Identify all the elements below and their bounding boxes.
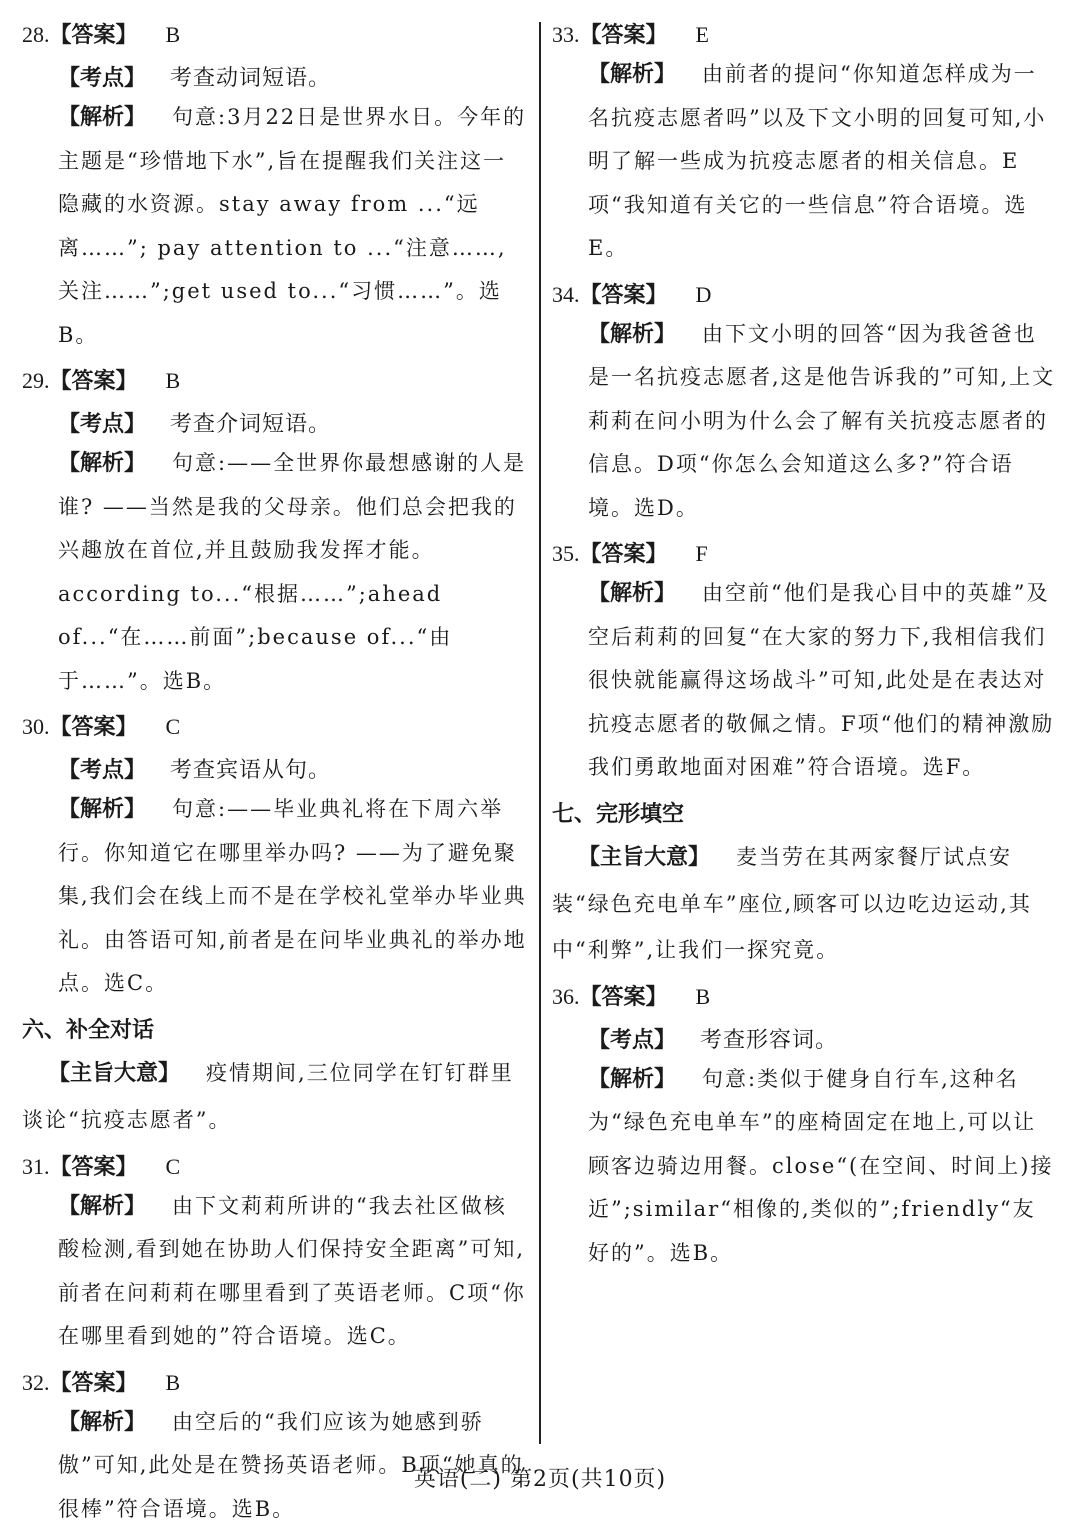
q29-explanation: [22, 442, 528, 703]
q33-number: 33.: [552, 22, 580, 47]
q34-number: 34.: [552, 282, 580, 307]
section-7-title: 七、完形填空: [552, 800, 1057, 830]
q32-explain-text: 由空后的“我们应该为她感到骄傲”可知,此处是在赞扬英语老师。B项“她真的很棒”符合语境。选B。: [58, 1410, 524, 1521]
q36-answer-tag: 【答案】: [580, 985, 668, 1010]
q32-answer: B: [166, 1370, 181, 1395]
q28-number: 28.: [22, 22, 50, 47]
q33-answer-tag: 【答案】: [580, 23, 668, 48]
section-6-title: 六、补全对话: [22, 1016, 528, 1046]
q30-answer-tag: 【答案】: [50, 715, 138, 740]
q30-point-tag: 【考点】: [58, 758, 146, 783]
q31-answer: C: [166, 1154, 181, 1179]
q32-answer-tag: 【答案】: [50, 1371, 138, 1396]
q28-answer-tag: 【答案】: [50, 23, 138, 48]
q29-point-tag: 【考点】: [58, 412, 146, 437]
q30-explanation: [22, 788, 528, 1006]
q33-explain-tag: 【解析】: [588, 62, 676, 87]
q36-explanation: [552, 1058, 1057, 1276]
left-column: [22, 16, 528, 1531]
section-6-summary-text: 疫情期间,三位同学在钉钉群里谈论“抗疫志愿者”。: [22, 1061, 514, 1132]
q34-answer: D: [696, 282, 712, 307]
q35-explain-text: 由空前“他们是我心目中的英雄”及空后莉莉的回复“在大家的努力下,我相信我们很快就能赢得这场战斗”可知,此处是在表达对抗疫志愿者的敬佩之情。F项“他们的精神激励我们勇敢地面对困难”符合语境。选F。: [588, 581, 1054, 779]
q28-explanation: [22, 96, 528, 357]
section-7-summary-text: 麦当劳在其两家餐厅试点安装“绿色充电单车”座位,顾客可以边吃边运动,其中“利弊”,让我们一探究竟。: [552, 845, 1032, 962]
q29-answer-tag: 【答案】: [50, 369, 138, 394]
q28-point: 考查动词短语。: [170, 66, 331, 91]
q28-answer: B: [166, 22, 181, 47]
q29-answer: B: [166, 368, 181, 393]
q30-explain-tag: 【解析】: [58, 797, 146, 822]
q36-explain-tag: 【解析】: [588, 1067, 676, 1092]
q34-explain-text: 由下文小明的回答“因为我爸爸也是一名抗疫志愿者,这是他告诉我的”可知,上文莉莉在问小明为什么会了解有关抗疫志愿者的信息。D项“你怎么会知道这么多?”符合语境。选D。: [588, 322, 1055, 520]
q31-explanation: [22, 1185, 528, 1359]
q28-explain-tag: 【解析】: [58, 105, 146, 130]
q36-point: 考查形容词。: [700, 1028, 838, 1053]
q31-explain-text: 由下文莉莉所讲的“我去社区做核酸检测,看到她在协助人们保持安全距离”可知,前者在问莉莉在哪里看到了英语老师。C项“你在哪里看到她的”符合语境。选C。: [58, 1194, 526, 1349]
q28-point-row: [22, 64, 528, 94]
q30-point: 考查宾语从句。: [170, 758, 331, 783]
q30-answer-row: [22, 712, 528, 743]
q31-answer-row: [22, 1152, 528, 1183]
q36-explain-text: 句意:类似于健身自行车,这种名为“绿色充电单车”的座椅固定在地上,可以让顾客边骑边用餐。close“(在空间、时间上)接近”;similar“相像的,类似的”;friendly“友好的”。选B。: [588, 1067, 1053, 1265]
q34-answer-tag: 【答案】: [580, 283, 668, 308]
column-divider: [539, 22, 541, 1444]
q32-answer-row: [22, 1368, 528, 1399]
q29-answer-row: [22, 366, 528, 397]
q31-answer-tag: 【答案】: [50, 1155, 138, 1180]
q29-point-row: [22, 410, 528, 440]
q35-answer: F: [696, 541, 708, 566]
q35-answer-row: [552, 539, 1057, 570]
q28-point-tag: 【考点】: [58, 66, 146, 91]
q34-explain-tag: 【解析】: [588, 322, 676, 347]
q35-explanation: [552, 572, 1057, 790]
q30-explain-text: 句意:——毕业典礼将在下周六举行。你知道它在哪里举办吗? ——为了避免聚集,我们会在线上而不是在学校礼堂举办毕业典礼。由答语可知,前者是在问毕业典礼的举办地点。选C。: [58, 797, 527, 995]
q31-explain-tag: 【解析】: [58, 1194, 146, 1219]
page-footer: 英语(二) 第2页(共10页): [0, 1462, 1080, 1493]
q34-explanation: [552, 313, 1057, 531]
q32-number: 32.: [22, 1370, 50, 1395]
q29-point: 考查介词短语。: [170, 412, 331, 437]
q29-number: 29.: [22, 368, 50, 393]
q36-answer-row: [552, 982, 1057, 1013]
q29-explain-tag: 【解析】: [58, 451, 146, 476]
right-column: [552, 16, 1057, 1275]
section-6-summary: [22, 1050, 528, 1143]
q35-answer-tag: 【答案】: [580, 542, 668, 567]
q33-answer-row: [552, 20, 1057, 51]
q36-number: 36.: [552, 984, 580, 1009]
q33-explanation: [552, 53, 1057, 271]
section-7-summary: [552, 834, 1057, 973]
q34-answer-row: [552, 280, 1057, 311]
q36-point-row: [552, 1026, 1057, 1056]
q35-number: 35.: [552, 541, 580, 566]
q31-number: 31.: [22, 1154, 50, 1179]
q30-answer: C: [166, 714, 181, 739]
q33-answer: E: [696, 22, 709, 47]
section-6-summary-tag: 【主旨大意】: [48, 1061, 180, 1086]
q35-explain-tag: 【解析】: [588, 581, 676, 606]
q32-explain-tag: 【解析】: [58, 1410, 146, 1435]
q33-explain-text: 由前者的提问“你知道怎样成为一名抗疫志愿者吗”以及下文小明的回复可知,小明了解一些成为抗疫志愿者的相关信息。E项“我知道有关它的一些信息”符合语境。选E。: [588, 62, 1046, 260]
q28-explain-text: 句意:3月22日是世界水日。今年的主题是“珍惜地下水”,旨在提醒我们关注这一隐藏的水资源。stay away from ...“远离……”; pay attention to ...“注意……,关注……”;get used to...“习惯……”。选B。: [58, 105, 526, 347]
q36-answer: B: [696, 984, 711, 1009]
section-7-summary-tag: 【主旨大意】: [578, 845, 710, 870]
q29-explain-text: 句意:——全世界你最想感谢的人是谁? ——当然是我的父母亲。他们总会把我的兴趣放在首位,并且鼓励我发挥才能。according to...“根据……”;ahead of...“在……前面”;because of...“由于……”。选B。: [58, 451, 526, 693]
q36-point-tag: 【考点】: [588, 1028, 676, 1053]
q30-point-row: [22, 756, 528, 786]
q28-answer-row: [22, 20, 528, 51]
q30-number: 30.: [22, 714, 50, 739]
